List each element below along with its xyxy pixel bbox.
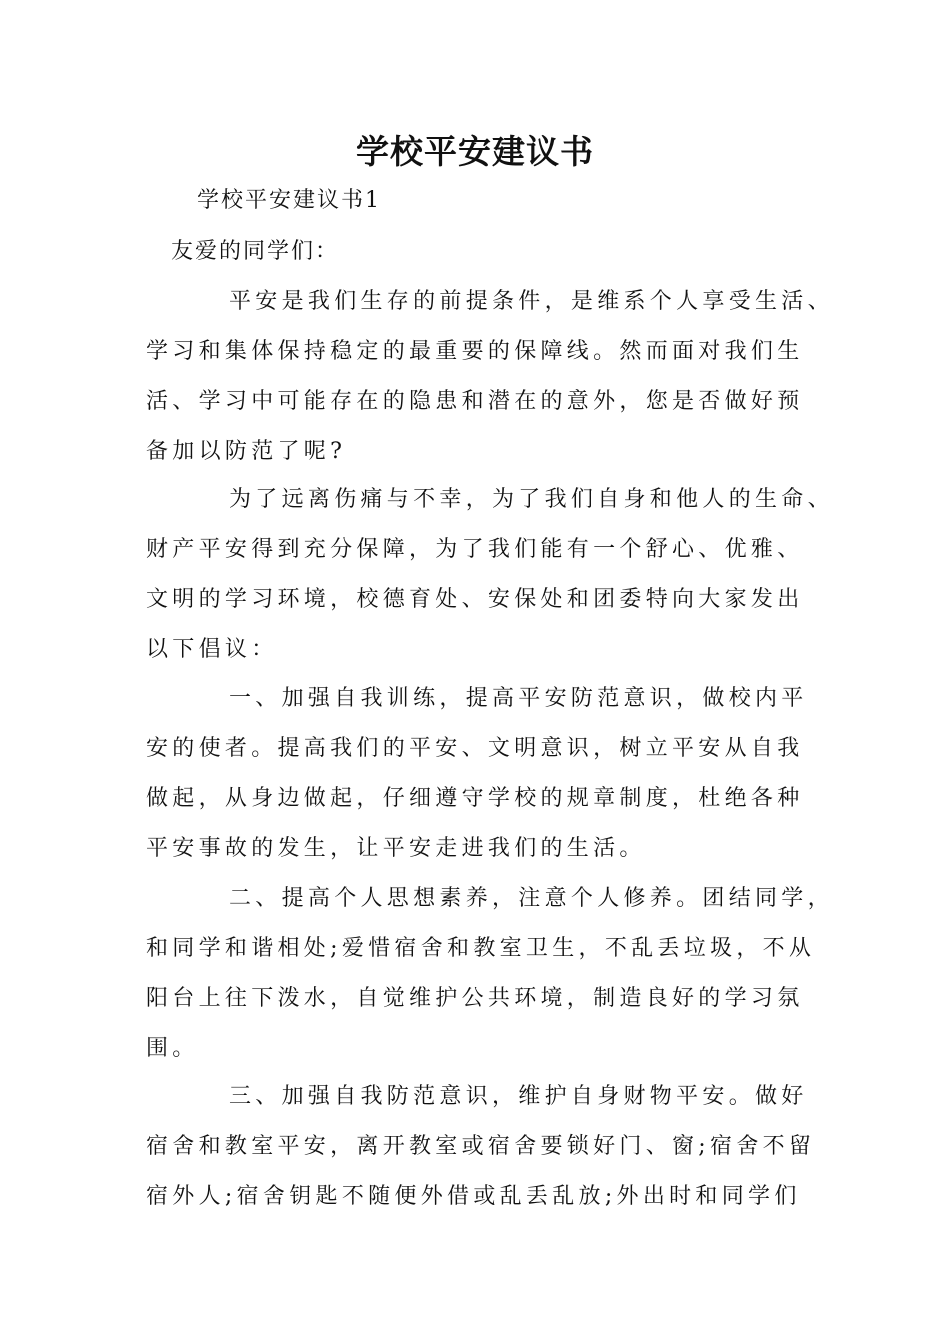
text-line: 平安事故的发生，让平安走进我们的生活。 bbox=[146, 836, 646, 861]
text-line: 以下倡议： bbox=[146, 637, 278, 662]
text-line: 备加以防范了呢? bbox=[146, 439, 347, 464]
salutation: 友爱的同学们： bbox=[171, 239, 340, 264]
paragraph-3 bbox=[146, 674, 826, 874]
document-subtitle: 学校平安建议书1 bbox=[197, 188, 381, 213]
text-line: 为了远离伤痛与不幸，为了我们自身和他人的生命、 bbox=[229, 487, 834, 512]
text-line: 一、加强自我训练，提高平安防范意识，做校内平 bbox=[229, 686, 808, 711]
paragraph-5 bbox=[146, 1072, 826, 1222]
paragraph-4 bbox=[146, 874, 834, 1074]
text-line: 围。 bbox=[146, 1036, 199, 1061]
text-line: 财产平安得到充分保障，为了我们能有一个舒心、优雅、 bbox=[146, 537, 804, 562]
paragraph-1 bbox=[146, 277, 834, 477]
text-line: 学习和集体保持稳定的最重要的保障线。然而面对我们生 bbox=[146, 339, 804, 364]
text-line: 平安是我们生存的前提条件，是维系个人享受生活、 bbox=[229, 289, 834, 314]
text-line: 文明的学习环境，校德育处、安保处和团委特向大家发出 bbox=[146, 587, 804, 612]
text-line: 宿外人;宿舍钥匙不随便外借或乱丢乱放;外出时和同学们 bbox=[146, 1184, 801, 1209]
text-line: 三、加强自我防范意识，维护自身财物平安。做好 bbox=[229, 1084, 808, 1109]
paragraph-2 bbox=[146, 475, 834, 675]
text-line: 安的使者。提高我们的平安、文明意识，树立平安从自我 bbox=[146, 736, 804, 761]
text-line: 和同学和谐相处;爱惜宿舍和教室卫生，不乱丢垃圾，不从 bbox=[146, 936, 816, 961]
text-line: 活、学习中可能存在的隐患和潜在的意外，您是否做好预 bbox=[146, 389, 804, 414]
text-line: 二、提高个人思想素养，注意个人修养。团结同学， bbox=[229, 886, 834, 911]
text-line: 阳台上往下泼水，自觉维护公共环境，制造良好的学习氛 bbox=[146, 986, 804, 1011]
text-line: 做起，从身边做起，仔细遵守学校的规章制度，杜绝各种 bbox=[146, 786, 804, 811]
document-title: 学校平安建议书 bbox=[356, 132, 594, 171]
text-line: 宿舍和教室平安，离开教室或宿舍要锁好门、窗;宿舍不留 bbox=[146, 1134, 816, 1159]
